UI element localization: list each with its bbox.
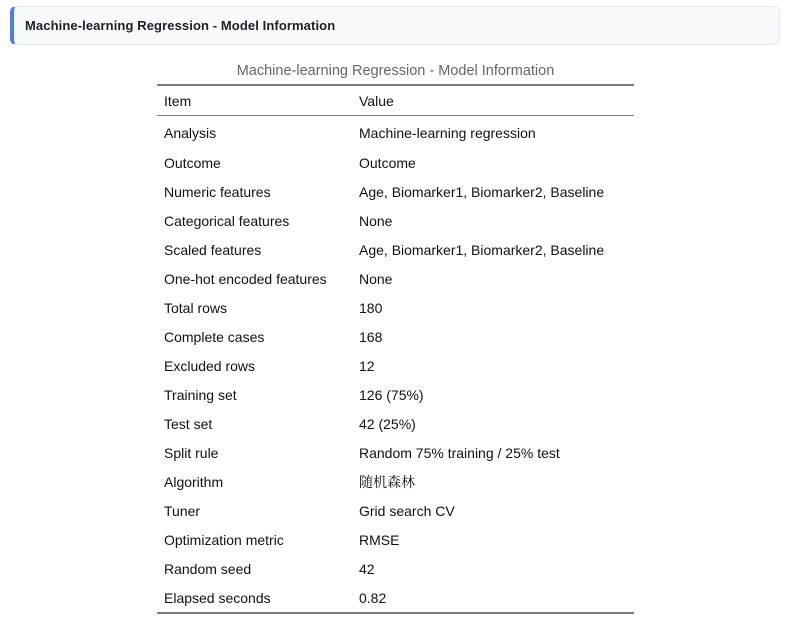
row-item-cell: Excluded rows xyxy=(164,357,256,374)
table-row xyxy=(157,148,634,177)
row-value-cell: 180 xyxy=(359,299,383,316)
row-item-cell: Training set xyxy=(164,386,237,403)
table-caption: Machine-learning Regression - Model Information xyxy=(236,63,555,79)
row-value-cell: Random 75% training / 25% test xyxy=(359,444,560,461)
row-value-cell: Machine-learning regression xyxy=(359,124,536,141)
table-row xyxy=(157,351,634,380)
section-header xyxy=(10,6,780,45)
model-info-table xyxy=(157,84,634,614)
column-header-item: Item xyxy=(157,85,352,116)
table-row xyxy=(157,496,634,525)
row-item-cell: Random seed xyxy=(164,560,252,577)
row-item-cell: Elapsed seconds xyxy=(157,583,352,613)
table-row xyxy=(157,116,634,149)
row-item-cell: Numeric features xyxy=(164,183,271,200)
row-value-cell: 126 (75%) xyxy=(359,386,424,403)
row-value-cell: RMSE xyxy=(359,531,400,548)
table-header-row xyxy=(157,85,634,116)
column-header-value: Value xyxy=(352,85,634,116)
row-value-cell: Age, Biomarker1, Biomarker2, Baseline xyxy=(359,241,605,258)
model-info-table-container xyxy=(157,60,634,614)
table-row xyxy=(157,235,634,264)
row-item-cell: Complete cases xyxy=(164,328,265,345)
table-row xyxy=(157,583,634,613)
row-item-cell: Algorithm xyxy=(164,473,224,490)
row-value-cell: 168 xyxy=(359,328,383,345)
table-row xyxy=(157,438,634,467)
table-row xyxy=(157,554,634,583)
row-value-cell: Outcome xyxy=(359,154,416,171)
row-item-cell: Split rule xyxy=(164,444,219,461)
row-item-cell: Outcome xyxy=(164,154,221,171)
row-item-cell: Optimization metric xyxy=(164,531,284,548)
row-value-cell: None xyxy=(359,270,393,287)
table-row xyxy=(157,467,634,496)
section-title: Machine-learning Regression - Model Information xyxy=(25,18,336,33)
row-value-cell: 42 xyxy=(359,560,375,577)
row-value-cell: Age, Biomarker1, Biomarker2, Baseline xyxy=(359,183,605,200)
row-item-cell: Total rows xyxy=(164,299,228,316)
table-row xyxy=(157,206,634,235)
row-value-cell: Grid search CV xyxy=(359,502,455,519)
row-value-cell: 12 xyxy=(359,357,375,374)
row-value-cell: 0.82 xyxy=(352,583,634,613)
row-item-cell: Analysis xyxy=(164,124,217,141)
table-row xyxy=(157,264,634,293)
table-row xyxy=(157,525,634,554)
row-value-cell: None xyxy=(359,212,393,229)
row-item-cell: Categorical features xyxy=(164,212,290,229)
table-row xyxy=(157,177,634,206)
row-value-cell: 42 (25%) xyxy=(359,415,416,432)
table-row xyxy=(157,293,634,322)
row-item-cell: Tuner xyxy=(164,502,201,519)
table-row xyxy=(157,409,634,438)
table-row xyxy=(157,380,634,409)
row-item-cell: Scaled features xyxy=(164,241,262,258)
table-row xyxy=(157,322,634,351)
row-value-cell: 随机森林 xyxy=(359,473,415,490)
row-item-cell: Test set xyxy=(164,415,213,432)
row-item-cell: One-hot encoded features xyxy=(164,270,327,287)
